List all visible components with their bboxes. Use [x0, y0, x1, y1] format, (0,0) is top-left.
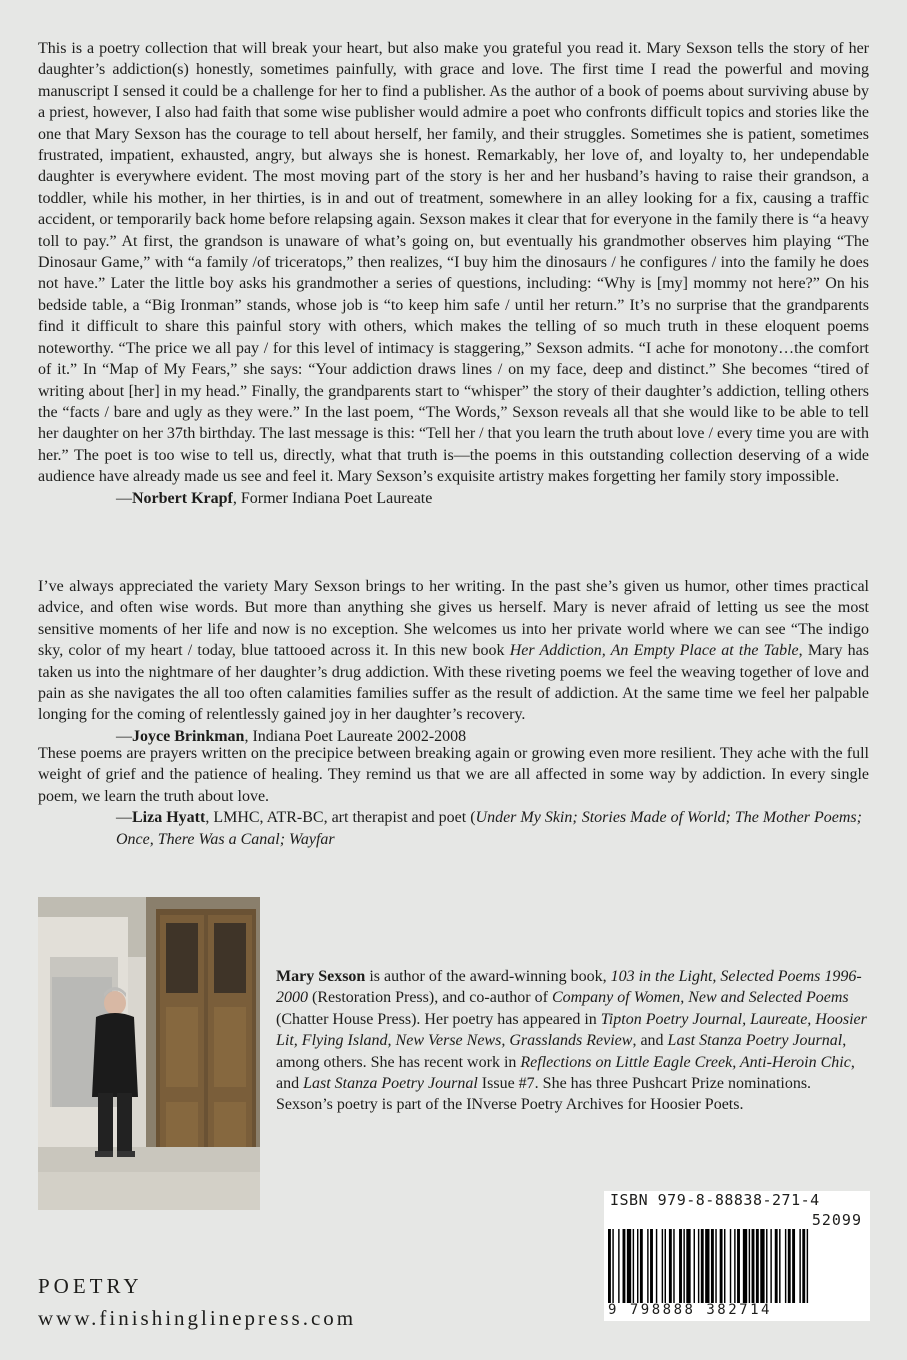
barcode-bar — [608, 1229, 611, 1303]
barcode-bar — [694, 1229, 695, 1303]
brinkman-attribution: —Joyce Brinkman, Indiana Poet Laureate 2002-2008 — [116, 727, 467, 745]
barcode-bar — [807, 1229, 808, 1303]
barcode-bar — [705, 1229, 709, 1303]
hyatt-name: Liza Hyatt — [132, 809, 206, 827]
barcode-bar — [698, 1229, 699, 1303]
barcode-bar — [785, 1229, 786, 1303]
barcode-bar — [775, 1229, 778, 1303]
author-name: Mary Sexson — [276, 968, 366, 985]
barcode-bar — [627, 1229, 631, 1303]
isbn-barcode — [604, 1191, 870, 1321]
barcode-bars — [608, 1229, 866, 1303]
barcode-bar — [770, 1229, 771, 1303]
barcode-bar — [734, 1229, 735, 1303]
barcode-bar — [760, 1229, 764, 1303]
barcode-bar — [792, 1229, 795, 1303]
author-bio: Mary Sexson is author of the award-winning book, 103 in the Light, Selected Poems 1996-2000 (Restoration Press), and co-author of Company of Women, New and Selected Poems (Chatter House Press). Her poetry has appeared in Tipton Poetry Journal, Laureate, Hoosier Lit, Flying Island, New Verse News, Grasslands Review, and Last Stanza Poetry Journal, among others. She has recent work in Reflections on Little Eagle Creek, Anti-Heroin Chic, and Last Stanza Poetry Journal Issue #7. She has three Pushcart Prize nominations. Sexson’s poetry is part of the INverse Poetry Archives for Hoosier Poets. — [276, 968, 867, 1114]
barcode-bar — [623, 1229, 626, 1303]
book-title: Her Addiction, An Empty Place at the Table — [509, 642, 799, 660]
barcode-bar — [637, 1229, 638, 1303]
barcode-bar — [779, 1229, 780, 1303]
barcode-bar — [743, 1229, 747, 1303]
brinkman-title: , Indiana Poet Laureate 2002-2008 — [244, 727, 467, 745]
krapf-title: , Former Indiana Poet Laureate — [232, 489, 433, 507]
krapf-attribution: —Norbert Krapf, Former Indiana Poet Laureate — [116, 489, 433, 507]
krapf-blurb-text: This is a poetry collection that will break your heart, but also make you grateful you read it. Mary Sexson tells the story of her daughter’s addiction(s) honestly, sometimes painfully, with grace and love. The first time I read the powerful and moving manuscript I sensed it could be a challenge for her to find a publisher. As the author of a book of poems about surviving abuse by a priest, however, I also had faith that some wise publisher would admire a poet who confronts difficult topics and stories like the one that Mary Sexson has the courage to tell about herself, her family, and their struggles. Sometimes she is patient, sometimes frustrated, impatient, exhausted, angry, but always she is honest. Remarkably, her love of, and loyalty to, her undependable daughter is everywhere evident. The most moving part of the story is her and her husband’s having to raise their grandson, a toddler, while his mother, in her thirties, is in and out of treatment, somewhere in an alley looking for a fix, causing a traffic accident, or temporarily back home before relapsing again. Sexson makes it clear that for everyone in the family there is “a heavy toll to pay.” At first, the grandson is unaware of what’s going on, but eventually his grandmother observes him playing “The Dinosaur Game,” with “a family /of triceratops,” then realizes, “I buy him the dinosaurs / he configures / into the family he does not have.” Later the little boy asks his grandmother a series of questions, including: “Why is [my] mommy not here?” On his bedside table, a “Big Ironman” stands, whose job is “to keep him safe / until her return.” It’s no surprise that the grandparents find it difficult to share this painful story with others, which makes the telling of so much truth in these eloquent poems noteworthy. “The price we all pay / for this level of intimacy is staggering,” Sexson admits. “I ache for monotony…the comfort of it.” In “Map of My Fears,” she says: “Your addiction draws lines / on my face, deep and distinct.” She becomes “tired of writing about [her] in my head.” Finally, the grandparents start to “whisper” the story of their daughter’s addiction, telling others the “facts / bare and ugly as they were.” In the last poem, “The Words,” Sexson reveals all that she would like to be able to tell her daughter on her 37th birthday. The last message is this: “Tell her / that you learn the truth about love / every time you are with her.” The poet is too wise to tell us, directly, what that truth is—the poems in this outstanding collection deserving of a wide audience have already made us see and feel it. Mary Sexson’s exquisite artistry makes forgetting her family story impossible. — [38, 40, 869, 486]
barcode-bar — [650, 1229, 653, 1303]
hyatt-blurb-text: These poems are prayers written on the precipice between breaking again or growing even more resilient. They ache with the full weight of grief and the patience of healing. They remind us that we are all affected in some way by addiction. In every single poem, we learn the truth about love. — [38, 745, 869, 805]
author-photo — [38, 897, 260, 1210]
barcode-bar — [752, 1229, 755, 1303]
barcode-bar — [737, 1229, 740, 1303]
krapf-name: Norbert Krapf — [132, 489, 233, 507]
author-photo-illustration — [38, 897, 260, 1210]
barcode-bar — [640, 1229, 643, 1303]
barcode-bar — [711, 1229, 714, 1303]
hyatt-works: Under My Skin; Stories Made of World; The Mother Poems; Once, There Was a Canal; Wayfar — [116, 809, 862, 848]
barcode-bar — [686, 1229, 690, 1303]
krapf-blurb — [38, 38, 869, 509]
barcode-bar — [724, 1229, 725, 1303]
hyatt-attribution: —Liza Hyatt, LMHC, ATR-BC, art therapist and poet (Under My Skin; Stories Made of World; The Mother Poems; Once, There Was a Canal; Wayfar — [116, 809, 862, 848]
category-label: POETRY — [38, 1274, 143, 1298]
hyatt-blurb — [38, 743, 869, 850]
barcode-bar — [799, 1229, 800, 1303]
barcode-bar — [766, 1229, 767, 1303]
barcode-bar — [665, 1229, 666, 1303]
barcode-bar — [715, 1229, 716, 1303]
brinkman-name: Joyce Brinkman — [132, 727, 245, 745]
barcode-bar — [749, 1229, 750, 1303]
barcode-bar — [647, 1229, 648, 1303]
barcode-bar — [756, 1229, 759, 1303]
price-code: 52099 — [811, 1211, 862, 1229]
barcode-bar — [802, 1229, 805, 1303]
barcode-bar — [618, 1229, 619, 1303]
hyatt-title: , LMHC, ATR-BC, art therapist and poet ( — [205, 809, 476, 827]
barcode-bar — [788, 1229, 791, 1303]
barcode-bar — [683, 1229, 684, 1303]
barcode-bar — [662, 1229, 663, 1303]
brinkman-blurb-text: I’ve always appreciated the variety Mary Sexson brings to her writing. In the past she’s given us humor, other times practical advice, and often wise words. But more than anything she gives us herself. Mary is never afraid of letting us see the most sensitive moments of her life and now is no exception. She welcomes us into her private world where we can see “The indigo sky, color of my heart / today, blue tattooed across it. In this new book Her Addiction, An Empty Place at the Table, Mary has taken us into the nightmare of her daughter’s drug addiction. With these riveting poems we feel the weaving together of love and pain as she navigates the all too often calamities families suffer as the result of addiction. At the same time we feel her palpable longing for the coming of relentlessly gained joy in her daughter’s recovery. — [38, 578, 869, 724]
barcode-digits: 9 798888 382714 — [608, 1302, 772, 1318]
publisher-url[interactable]: www.finishinglinepress.com — [38, 1306, 357, 1330]
barcode-bar — [679, 1229, 682, 1303]
barcode-bar — [730, 1229, 731, 1303]
barcode-bar — [633, 1229, 634, 1303]
barcode-bar — [669, 1229, 672, 1303]
barcode-bar — [701, 1229, 704, 1303]
brinkman-blurb — [38, 576, 869, 747]
barcode-bar — [673, 1229, 674, 1303]
barcode-bar — [720, 1229, 723, 1303]
barcode-bar — [656, 1229, 657, 1303]
isbn-label: ISBN 979-8-88838-271-4 — [610, 1191, 820, 1209]
barcode-bar — [612, 1229, 613, 1303]
